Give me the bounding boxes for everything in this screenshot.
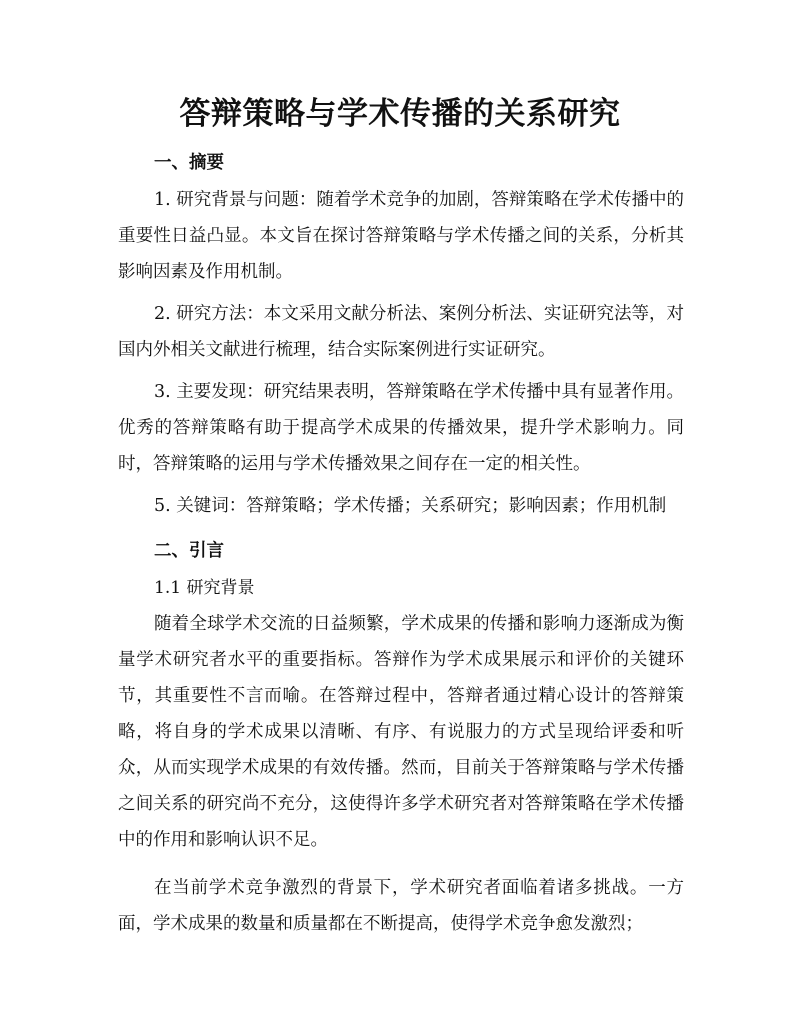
intro-paragraph-1: 随着全球学术交流的日益频繁，学术成果的传播和影响力逐渐成为衡量学术研究者水平的重要指标。答辩作为学术成果展示和评价的关键环节，其重要性不言而喻。在答辩过程中，答辩者通过精心设计的答辩策略，将自身的学术成果以清晰、有序、有说服力的方式呈现给评委和听众，从而实现学术成果的有效传播。然而，目前关于答辩策略与学术传播之间关系的研究尚不充分，这使得许多学术研究者对答辩策略在学术传播中的作用和影响认识不足。 (118, 614, 684, 850)
subsection-heading-background: 1.1 研究背景 (154, 578, 255, 598)
section-heading-intro: 二、引言 (154, 541, 224, 561)
abstract-paragraph-keywords: 5. 关键词：答辩策略；学术传播；关系研究；影响因素；作用机制 (154, 496, 667, 516)
abstract-paragraph-background: 1. 研究背景与问题：随着学术竞争的加剧，答辩策略在学术传播中的重要性日益凸显。本文旨在探讨答辩策略与学术传播之间的关系，分析其影响因素及作用机制。 (118, 190, 684, 282)
abstract-paragraph-methods: 2. 研究方法：本文采用文献分析法、案例分析法、实证研究法等，对国内外相关文献进行梳理，结合实际案例进行实证研究。 (118, 304, 684, 360)
section-heading-abstract: 一、摘要 (154, 153, 224, 173)
document-body (118, 148, 684, 942)
document-title: 答辩策略与学术传播的关系研究 (179, 96, 621, 132)
abstract-paragraph-findings: 3. 主要发现：研究结果表明，答辩策略在学术传播中具有显著作用。优秀的答辩策略有助于提高学术成果的传播效果，提升学术影响力。同时，答辩策略的运用与学术传播效果之间存在一定的相关性。 (118, 382, 684, 474)
intro-paragraph-2: 在当前学术竞争激烈的背景下，学术研究者面临着诸多挑战。一方面，学术成果的数量和质量都在不断提高，使得学术竞争愈发激烈； (118, 878, 684, 934)
